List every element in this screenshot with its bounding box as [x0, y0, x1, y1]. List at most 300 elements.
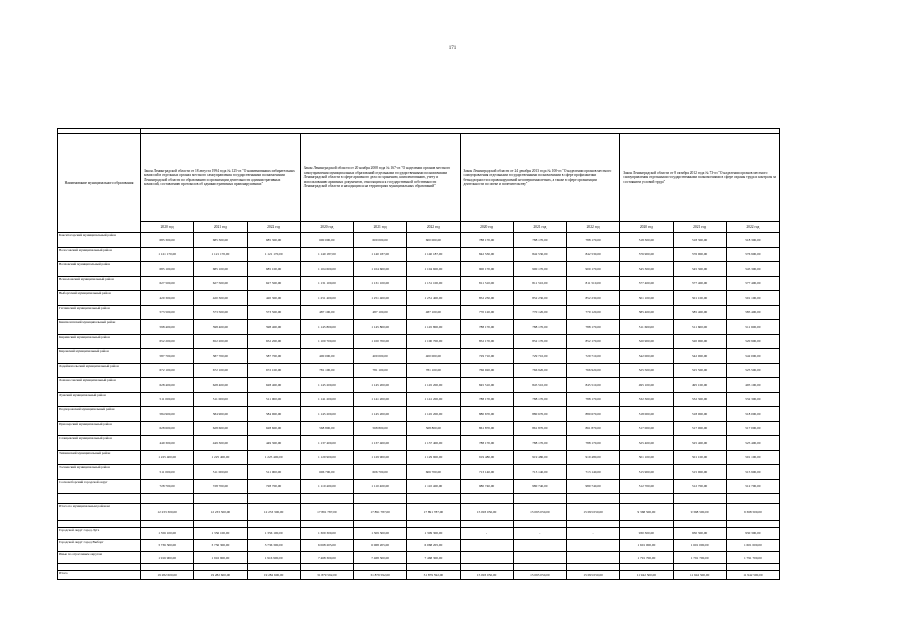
- table-row: [58, 392, 780, 407]
- amount-cell: 1 100 700,00: [354, 334, 407, 349]
- amount-cell: 520 900,00: [673, 334, 726, 349]
- amount-cell: 598 400,00: [247, 320, 300, 335]
- amount-cell: 1 141 200,00: [407, 392, 460, 407]
- amount-cell: 766 920,00: [567, 363, 620, 378]
- amount-cell: 770 120,00: [567, 305, 620, 320]
- amount-cell: 7 468 300,00: [407, 552, 460, 564]
- amount-cell: 600 000,00: [354, 233, 407, 248]
- header-year-row: [58, 222, 780, 233]
- amount-cell: 1 145 800,00: [354, 320, 407, 335]
- amount-cell: 852 230,00: [513, 291, 566, 306]
- amount-cell: 598 400,00: [194, 320, 247, 335]
- amount-cell: 1 121 170,00: [194, 247, 247, 262]
- amount-cell: 532 300,00: [673, 392, 726, 407]
- amount-cell: 1 137 400,00: [300, 436, 353, 451]
- table-row: [58, 320, 780, 335]
- amount-cell: 880 670,00: [513, 407, 566, 422]
- amount-cell: 1 791 700,00: [673, 552, 726, 564]
- amount-cell: 852 230,00: [567, 291, 620, 306]
- municipality-name: Тихвинский муниципальный район: [58, 450, 141, 465]
- amount-cell: 842 530,00: [460, 247, 513, 262]
- amount-cell: 511 000,00: [247, 465, 300, 480]
- table-row: [58, 247, 780, 262]
- amount-cell: 766 920,00: [460, 363, 513, 378]
- amount-cell: 576 900,00: [673, 247, 726, 262]
- amount-cell: 31 879 592,00: [354, 571, 407, 580]
- amount-cell: 495 100,00: [673, 378, 726, 393]
- amount-cell: 584 900,00: [194, 407, 247, 422]
- amount-cell: 1 110 400,00: [407, 479, 460, 494]
- amount-cell: 788 170,00: [513, 233, 566, 248]
- amount-cell: 1 145 200,00: [354, 378, 407, 393]
- amount-cell: 511 600,00: [673, 320, 726, 335]
- amount-cell: 811 510,00: [460, 276, 513, 291]
- amount-cell: 545 300,00: [620, 262, 673, 277]
- amount-cell: 861 870,00: [567, 421, 620, 436]
- amount-cell: 1 251 400,00: [300, 291, 353, 306]
- amount-cell: 788 170,00: [567, 436, 620, 451]
- amount-cell: 781 100,00: [407, 363, 460, 378]
- amount-cell: 7 468 300,00: [300, 552, 353, 564]
- amount-cell: 584 900,00: [141, 407, 194, 422]
- amount-cell: 606 700,00: [354, 465, 407, 480]
- municipality-name: Приозерский муниципальный район: [58, 421, 141, 436]
- amount-cell: 400 000,00: [407, 349, 460, 364]
- table-row: [58, 291, 780, 306]
- amount-cell: 861 870,00: [513, 421, 566, 436]
- amount-cell: 980 740,00: [460, 479, 513, 494]
- amount-cell: 685 100,00: [247, 262, 300, 277]
- amount-cell: 525 400,00: [620, 436, 673, 451]
- amount-cell: 525 400,00: [726, 436, 779, 451]
- year-header: 2020 год: [620, 222, 673, 233]
- table-body: [58, 233, 780, 580]
- amount-cell: 512 700,00: [620, 479, 673, 494]
- amount-cell: 861 870,00: [460, 421, 513, 436]
- amount-cell: 713 140,00: [567, 465, 620, 480]
- amount-cell: 788 170,00: [513, 320, 566, 335]
- amount-cell: 845 510,00: [567, 378, 620, 393]
- amount-cell: 729 710,00: [460, 349, 513, 364]
- amount-cell: 1 140 187,00: [300, 247, 353, 262]
- law-header-1: Закон Ленинградской области от 18 августа 1994 года № 125-оз "О наименованиях избирательных комиссий в отдельных органах местного самоуправления государственными полномочиями Ленинградской области по образованию и организации деятельности административных комиссий, составлению протоколов об административных правонарушениях": [141, 134, 301, 222]
- amount-cell: 880 670,00: [460, 407, 513, 422]
- header-law-row: [58, 134, 780, 222]
- amount-cell: 766 920,00: [513, 363, 566, 378]
- amount-cell: -: [567, 527, 620, 539]
- amount-cell: 845 510,00: [513, 378, 566, 393]
- amount-cell: 685 100,00: [141, 262, 194, 277]
- municipality-name: Лодейнопольский муниципальный район: [58, 363, 141, 378]
- amount-cell: 1 137 400,00: [354, 436, 407, 451]
- amount-cell: 788 170,00: [567, 392, 620, 407]
- amount-cell: 501 100,00: [726, 291, 779, 306]
- amount-cell: 545 300,00: [673, 262, 726, 277]
- amount-cell: 606 700,00: [407, 465, 460, 480]
- table-row: [58, 276, 780, 291]
- amount-cell: 728 700,00: [247, 479, 300, 494]
- amount-cell: 518 000,00: [726, 407, 779, 422]
- amount-cell: 788 170,00: [460, 320, 513, 335]
- amount-cell: 1 145 200,00: [354, 407, 407, 422]
- amount-cell: 770 120,00: [460, 305, 513, 320]
- amount-cell: 515 900,00: [726, 465, 779, 480]
- amount-cell: 12 233 300,00: [194, 503, 247, 520]
- amount-cell: 568 800,00: [300, 421, 353, 436]
- amount-cell: 576 900,00: [726, 247, 779, 262]
- amount-cell: 420 300,00: [141, 291, 194, 306]
- amount-cell: 729 710,00: [513, 349, 566, 364]
- amount-cell: 532 300,00: [620, 392, 673, 407]
- municipality-name: Выборгский муниципальный район: [58, 291, 141, 306]
- municipality-name: Итого: [58, 571, 141, 580]
- amount-cell: 585 400,00: [620, 305, 673, 320]
- amount-cell: 788 170,00: [567, 320, 620, 335]
- amount-cell: 919 480,00: [513, 450, 566, 465]
- amount-cell: 1 145 200,00: [407, 378, 460, 393]
- amount-cell: [567, 539, 620, 551]
- table-row: [58, 552, 780, 564]
- amount-cell: 788 170,00: [513, 436, 566, 451]
- amount-cell: 542 000,00: [726, 349, 779, 364]
- amount-cell: 545 300,00: [726, 262, 779, 277]
- amount-cell: 652 200,00: [247, 334, 300, 349]
- amount-cell: 980 740,00: [567, 479, 620, 494]
- municipality-name: Городской округ город Выборг: [58, 539, 141, 551]
- amount-cell: 19 282 600,00: [141, 571, 194, 580]
- amount-cell: 11 942 500,00: [673, 571, 726, 580]
- amount-cell: 1 916 900,00: [194, 552, 247, 564]
- table-row: [58, 233, 780, 248]
- amount-cell: 713 140,00: [513, 465, 566, 480]
- year-header: 2022 год: [407, 222, 460, 233]
- amount-cell: 713 140,00: [460, 465, 513, 480]
- amount-cell: 598 400,00: [141, 320, 194, 335]
- amount-cell: -: [460, 527, 513, 539]
- amount-cell: [567, 552, 620, 564]
- amount-cell: 511 000,00: [247, 392, 300, 407]
- amount-cell: 501 100,00: [673, 450, 726, 465]
- amount-cell: 577 400,00: [673, 276, 726, 291]
- municipality-name: Тосненский муниципальный район: [58, 465, 141, 480]
- municipality-name: Волосовский муниципальный район: [58, 247, 141, 262]
- amount-cell: 1 137 400,00: [407, 436, 460, 451]
- amount-cell: 652 200,00: [194, 334, 247, 349]
- blank-row: [58, 494, 780, 504]
- amount-cell: 11 942 500,00: [620, 571, 673, 580]
- amount-cell: 900 170,00: [460, 262, 513, 277]
- amount-cell: 512 700,00: [673, 479, 726, 494]
- amount-cell: 3 736 300,00: [141, 539, 194, 551]
- amount-cell: 652 200,00: [141, 334, 194, 349]
- amount-cell: 672 100,00: [247, 363, 300, 378]
- amount-cell: 811 510,00: [567, 276, 620, 291]
- amount-cell: 788 170,00: [513, 392, 566, 407]
- table-row: [58, 465, 780, 480]
- year-header: 2022 год: [567, 222, 620, 233]
- amount-cell: 606 700,00: [300, 465, 353, 480]
- municipality-name: Лужский муниципальный район: [58, 392, 141, 407]
- amount-cell: 628 600,00: [247, 421, 300, 436]
- amount-cell: 6 068 205,00: [300, 539, 353, 551]
- amount-cell: 525 500,00: [620, 363, 673, 378]
- amount-cell: 15 093 050,00: [460, 503, 513, 520]
- amount-cell: 1 141 200,00: [300, 392, 353, 407]
- table-row: [58, 363, 780, 378]
- municipality-name: Киришский муниципальный район: [58, 334, 141, 349]
- amount-cell: 685 300,00: [247, 233, 300, 248]
- amount-cell: 1 145 800,00: [300, 320, 353, 335]
- table-row: [58, 527, 780, 539]
- amount-cell: 842 530,00: [567, 247, 620, 262]
- amount-cell: 511 000,00: [141, 392, 194, 407]
- municipality-name: Волховский муниципальный район: [58, 262, 141, 277]
- amount-cell: 587 700,00: [141, 349, 194, 364]
- year-header: 2020 год: [141, 222, 194, 233]
- amount-cell: 729 710,00: [567, 349, 620, 364]
- subventions-table: [57, 128, 780, 580]
- amount-cell: 511 000,00: [194, 392, 247, 407]
- amount-cell: 511 600,00: [726, 320, 779, 335]
- amount-cell: 12 233 300,00: [247, 503, 300, 520]
- amount-cell: 1 121 170,00: [247, 247, 300, 262]
- amount-cell: 1 791 700,00: [620, 552, 673, 564]
- table-row: [58, 262, 780, 277]
- amount-cell: 495 100,00: [620, 378, 673, 393]
- amount-cell: 1 145 200,00: [407, 407, 460, 422]
- amount-cell: 515 900,00: [620, 465, 673, 480]
- amount-cell: 628 600,00: [141, 421, 194, 436]
- amount-cell: 842 530,00: [513, 247, 566, 262]
- amount-cell: 31 879 592,00: [300, 571, 353, 580]
- table-row: [58, 479, 780, 494]
- amount-cell: 1 100 700,00: [407, 334, 460, 349]
- amount-cell: 1 129 900,00: [407, 450, 460, 465]
- table-row: [58, 539, 780, 551]
- amount-cell: 512 700,00: [726, 479, 779, 494]
- amount-cell: 628 400,00: [247, 378, 300, 393]
- amount-cell: 525 400,00: [673, 436, 726, 451]
- amount-cell: 12 233 300,00: [141, 503, 194, 520]
- amount-cell: 6 068 205,00: [407, 539, 460, 551]
- year-header: 2020 год: [460, 222, 513, 233]
- amount-cell: [513, 552, 566, 564]
- amount-cell: 517 000,00: [620, 421, 673, 436]
- amount-cell: 1 225 400,00: [194, 450, 247, 465]
- amount-cell: 420 300,00: [247, 291, 300, 306]
- amount-cell: 672 100,00: [141, 363, 194, 378]
- amount-cell: 788 170,00: [460, 436, 513, 451]
- year-header: 2021 год: [194, 222, 247, 233]
- amount-cell: 1 100 700,00: [300, 334, 353, 349]
- amount-cell: 627 500,00: [141, 276, 194, 291]
- amount-cell: 11 942 500,00: [726, 571, 779, 580]
- amount-cell: 449 300,00: [247, 436, 300, 451]
- law-header-2: Закон Ленинградской области от 20 ноября 2008 года № 167-оз "О наделении органов местного самоуправления муниципальных образований отдельными государственными полномочиями Ленинградской области в сфере архивного дела по хранению, комплектованию, учету и использованию архивных документов, относящихся к государственной собственности Ленинградской области и находящихся на территориях муниципальных образований": [300, 134, 460, 222]
- amount-cell: 31 879 592,00: [407, 571, 460, 580]
- year-header: 2021 год: [673, 222, 726, 233]
- table-row: [58, 349, 780, 364]
- amount-cell: 15 093 050,00: [513, 571, 566, 580]
- amount-cell: 511 600,00: [620, 320, 673, 335]
- amount-cell: 9 368 500,00: [673, 503, 726, 520]
- amount-cell: 600 000,00: [300, 233, 353, 248]
- amount-cell: 573 500,00: [247, 305, 300, 320]
- amount-cell: 900 170,00: [567, 262, 620, 277]
- amount-cell: 585 400,00: [726, 305, 779, 320]
- municipality-name: Всеволожский муниципальный район: [58, 276, 141, 291]
- amount-cell: 587 700,00: [247, 349, 300, 364]
- amount-cell: 852 230,00: [460, 291, 513, 306]
- amount-cell: 487 100,00: [354, 305, 407, 320]
- year-header: 2022 год: [726, 222, 779, 233]
- amount-cell: 685 300,00: [141, 233, 194, 248]
- amount-cell: 568 800,00: [407, 421, 460, 436]
- total-row: [58, 571, 780, 580]
- amount-cell: 584 900,00: [247, 407, 300, 422]
- amount-cell: 811 510,00: [513, 276, 566, 291]
- amount-cell: 1 356 100,00: [194, 527, 247, 539]
- municipality-name: Кингисеппский муниципальный район: [58, 320, 141, 335]
- amount-cell: 781 100,00: [354, 363, 407, 378]
- amount-cell: 900 170,00: [513, 262, 566, 277]
- amount-cell: 1 141 200,00: [354, 392, 407, 407]
- amount-cell: 585 400,00: [673, 305, 726, 320]
- amount-cell: 15 093 050,00: [513, 503, 566, 520]
- municipality-name: Иные по отраслевым округам: [58, 552, 141, 564]
- blank-row: [58, 564, 780, 571]
- amount-cell: 9 368 500,00: [620, 503, 673, 520]
- amount-cell: 852 170,00: [567, 334, 620, 349]
- amount-cell: 587 700,00: [194, 349, 247, 364]
- amount-cell: 501 100,00: [673, 291, 726, 306]
- amount-cell: 627 500,00: [247, 276, 300, 291]
- amount-cell: 511 000,00: [194, 465, 247, 480]
- amount-cell: 788 170,00: [460, 233, 513, 248]
- amount-cell: 930 300,00: [673, 527, 726, 539]
- amount-cell: 919 480,00: [567, 450, 620, 465]
- amount-cell: 1 140 187,00: [354, 247, 407, 262]
- year-header: 2021 год: [513, 222, 566, 233]
- amount-cell: 577 400,00: [726, 276, 779, 291]
- amount-cell: 930 300,00: [726, 527, 779, 539]
- amount-cell: 17 891 787,00: [407, 503, 460, 520]
- amount-cell: 518 000,00: [673, 407, 726, 422]
- amount-cell: 573 500,00: [141, 305, 194, 320]
- amount-cell: 518 000,00: [620, 407, 673, 422]
- amount-cell: 627 500,00: [194, 276, 247, 291]
- amount-cell: 1 104 600,00: [300, 262, 353, 277]
- amount-cell: 1 356 100,00: [247, 527, 300, 539]
- amount-cell: 1 121 170,00: [141, 247, 194, 262]
- amount-cell: 487 100,00: [300, 305, 353, 320]
- amount-cell: 919 480,00: [460, 450, 513, 465]
- amount-cell: 525 500,00: [726, 363, 779, 378]
- amount-cell: 501 100,00: [726, 450, 779, 465]
- amount-cell: 852 170,00: [460, 334, 513, 349]
- amount-cell: 672 100,00: [194, 363, 247, 378]
- amount-cell: 1 104 600,00: [407, 262, 460, 277]
- amount-cell: 1 129 900,00: [354, 450, 407, 465]
- amount-cell: 1 309 300,00: [407, 527, 460, 539]
- column-header-municipality: Наименование муниципального образования: [58, 134, 141, 233]
- amount-cell: 542 000,00: [673, 349, 726, 364]
- amount-cell: 400 000,00: [354, 349, 407, 364]
- subtotal-row: [58, 503, 780, 520]
- amount-cell: 1 251 400,00: [407, 291, 460, 306]
- amount-cell: 3 736 300,00: [194, 539, 247, 551]
- amount-cell: 542 000,00: [620, 349, 673, 364]
- amount-cell: 728 700,00: [194, 479, 247, 494]
- amount-cell: 449 300,00: [194, 436, 247, 451]
- amount-cell: 518 300,00: [673, 233, 726, 248]
- amount-cell: 17 891 787,00: [300, 503, 353, 520]
- municipality-name: Гатчинский муниципальный район: [58, 305, 141, 320]
- amount-cell: 685 300,00: [194, 233, 247, 248]
- amount-cell: 487 100,00: [407, 305, 460, 320]
- amount-cell: [460, 552, 513, 564]
- amount-cell: 15 093 050,00: [567, 571, 620, 580]
- amount-cell: 7 468 300,00: [354, 552, 407, 564]
- amount-cell: 1 601 000,00: [673, 539, 726, 551]
- year-header: 2021 год: [354, 222, 407, 233]
- amount-cell: 15 093 050,00: [460, 571, 513, 580]
- law-header-3: Закон Ленинградской области от 24 декабря 2013 года № 100-оз "О наделении органов местного самоуправления отдельными государственными полномочиями в сфере профилактики безнадзорности и правонарушений несовершеннолетних, а также в сфере организации деятельности по опеке и попечительству": [460, 134, 620, 222]
- amount-cell: 520 900,00: [726, 334, 779, 349]
- amount-cell: 576 900,00: [620, 247, 673, 262]
- amount-cell: 788 170,00: [567, 233, 620, 248]
- amount-cell: 518 300,00: [726, 233, 779, 248]
- amount-cell: 1 791 700,00: [726, 552, 779, 564]
- municipality-name: Бокситогорский муниципальный район: [58, 233, 141, 248]
- amount-cell: 1 309 300,00: [354, 527, 407, 539]
- amount-cell: 628 600,00: [194, 421, 247, 436]
- amount-cell: 1 131 100,00: [300, 276, 353, 291]
- amount-cell: 6 068 205,00: [354, 539, 407, 551]
- amount-cell: 1 110 400,00: [354, 479, 407, 494]
- amount-cell: 770 120,00: [513, 305, 566, 320]
- amount-cell: 19 282 600,00: [194, 571, 247, 580]
- amount-cell: 517 000,00: [673, 421, 726, 436]
- table-row: [58, 334, 780, 349]
- amount-cell: 628 400,00: [141, 378, 194, 393]
- amount-cell: 495 100,00: [726, 378, 779, 393]
- amount-cell: 1 140 187,00: [407, 247, 460, 262]
- amount-cell: 1 131 100,00: [354, 276, 407, 291]
- amount-cell: 1 129 900,00: [300, 450, 353, 465]
- municipality-name: Подпорожский муниципальный район: [58, 407, 141, 422]
- amount-cell: 1 601 000,00: [620, 539, 673, 551]
- amount-cell: 1 145 200,00: [300, 378, 353, 393]
- municipality-name: Городской округ город Луга: [58, 527, 141, 539]
- amount-cell: 449 300,00: [141, 436, 194, 451]
- amount-cell: 1 601 000,00: [726, 539, 779, 551]
- amount-cell: 501 100,00: [620, 450, 673, 465]
- amount-cell: 852 170,00: [513, 334, 566, 349]
- amount-cell: 930 300,00: [620, 527, 673, 539]
- table-row: [58, 378, 780, 393]
- amount-cell: 517 000,00: [726, 421, 779, 436]
- amount-cell: 980 740,00: [513, 479, 566, 494]
- amount-cell: 845 510,00: [460, 378, 513, 393]
- table-row: [58, 407, 780, 422]
- amount-cell: 1 145 800,00: [407, 320, 460, 335]
- amount-cell: 573 500,00: [194, 305, 247, 320]
- amount-cell: 1 131 100,00: [407, 276, 460, 291]
- amount-cell: 1 225 400,00: [247, 450, 300, 465]
- amount-cell: 1 225 400,00: [141, 450, 194, 465]
- amount-cell: 400 000,00: [300, 349, 353, 364]
